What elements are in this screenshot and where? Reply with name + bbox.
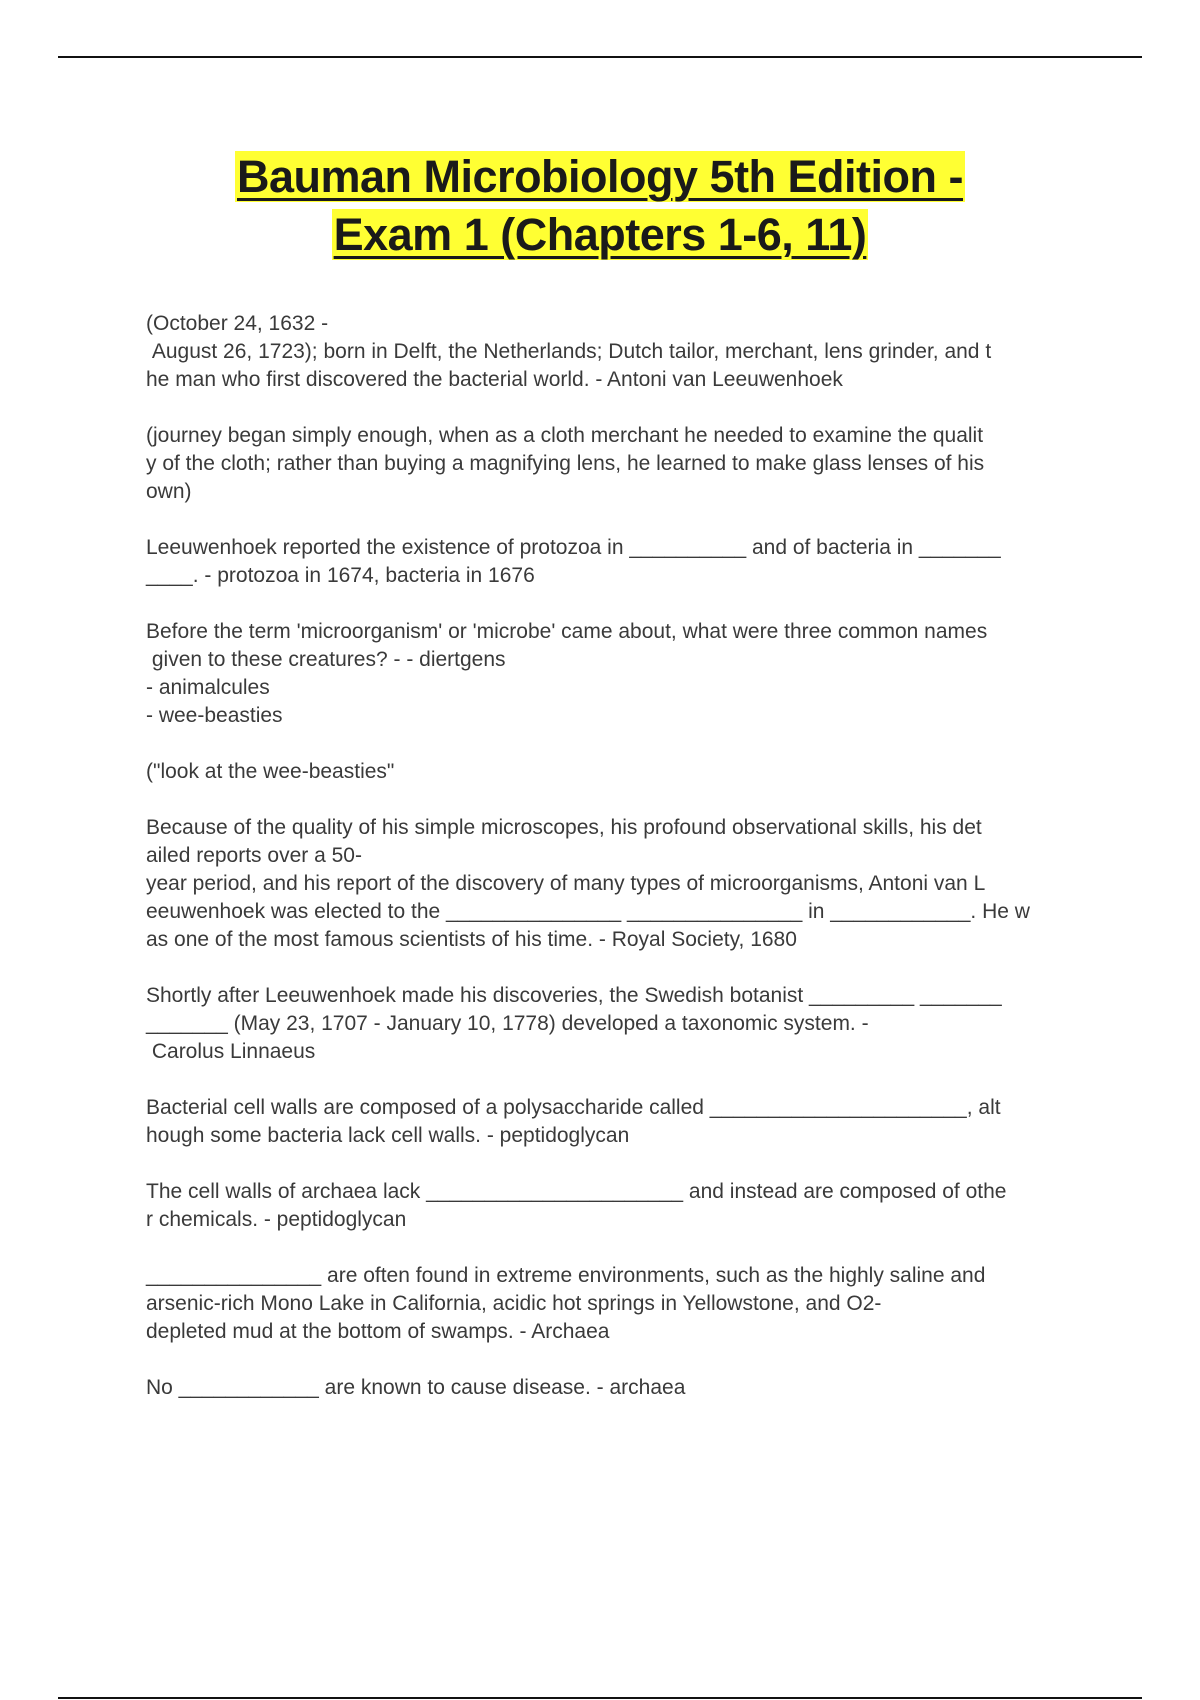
title-line-1 (0, 148, 1200, 206)
flashcard-entry: _______________ are often found in extreme environments, such as the highly saline and arsenic-rich Mono Lake in California, acidic hot springs in Yellowstone, and O2- depleted mud at the bottom of swamps. - Archaea (146, 1264, 986, 1343)
bottom-rule (58, 1697, 1142, 1699)
flashcard-entry: (journey began simply enough, when as a cloth merchant he needed to examine the qualit y of the cloth; rather than buying a magnifying lens, he learned to make glass lenses of his own) (146, 424, 985, 503)
flashcard-list (146, 310, 1091, 1430)
flashcard-entry: Because of the quality of his simple microscopes, his profound observational skills, his det ailed reports over a 50- year period, and his report of the discovery of many types of microorganisms, Antoni van L eeuwenhoek was elected to the _______________ _______________ in ____________. He w as one of the most famous scientists of his time. - Royal Society, 1680 (146, 816, 1030, 951)
top-rule (58, 56, 1142, 58)
document-title (0, 148, 1200, 264)
flashcard-entry: ("look at the wee-beasties" (146, 760, 395, 783)
flashcard-entry: Before the term 'microorganism' or 'microbe' came about, what were three common names given to these creatures? - - diertgens - animalcules - wee-beasties (146, 620, 988, 727)
flashcard-entry: Shortly after Leeuwenhoek made his discoveries, the Swedish botanist _________ _______ _______ (May 23, 1707 - January 10, 1778) developed a taxonomic system. - Carolus Linnaeus (146, 984, 1002, 1063)
title-text-1: Bauman Microbiology 5th Edition - (237, 151, 963, 202)
flashcard-entry: (October 24, 1632 - August 26, 1723); born in Delft, the Netherlands; Dutch tailor, merchant, lens grinder, and t he man who first discovered the bacterial world. - Antoni van Leeuwenhoek (146, 312, 992, 391)
flashcard-entry: Leeuwenhoek reported the existence of protozoa in __________ and of bacteria in _______ ____. - protozoa in 1674, bacteria in 1676 (146, 536, 1001, 587)
flashcard-entry: No ____________ are known to cause disease. - archaea (146, 1376, 686, 1399)
title-text-2: Exam 1 (Chapters 1-6, 11) (333, 209, 867, 260)
flashcard-entry: Bacterial cell walls are composed of a polysaccharide called ______________________, alt hough some bacteria lack cell walls. - peptidoglycan (146, 1096, 1001, 1147)
flashcard-entry: The cell walls of archaea lack ______________________ and instead are composed of othe r chemicals. - peptidoglycan (146, 1180, 1007, 1231)
title-line-2 (0, 206, 1200, 264)
